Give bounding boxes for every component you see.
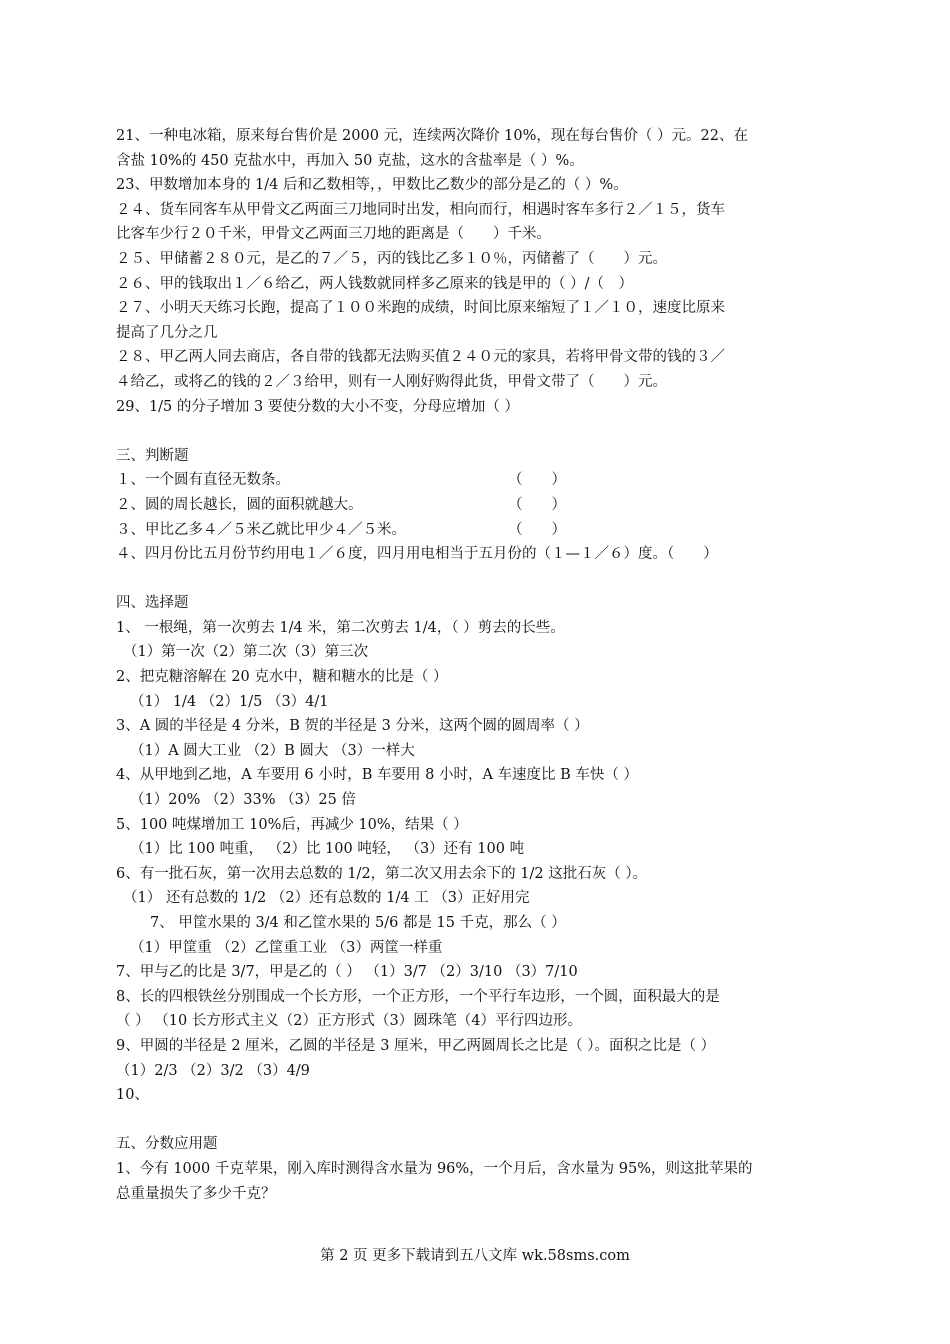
choice-line: 1、 一根绳，第一次剪去 1/4 米，第二次剪去 1/4，（ ）剪去的长些。 (116, 619, 565, 636)
choice-options: （1）A 圆大工业 （2）B 圆大 （3）一样大 (130, 742, 415, 759)
judge-item-4: ４、四月份比五月份节约用电１／６度，四月用电相当于五月份的（１—１／６）度。（ ） (116, 546, 718, 563)
choice-line: 8、长的四根铁丝分别围成一个长方形，一个正方形，一个平行车边形，一个圆，面积最大的是 (116, 988, 720, 1005)
judge-item-2 (116, 493, 836, 518)
question-23: 23、甲数增加本身的 1/4 后和乙数相等，，甲数比乙数少的部分是乙的（ ）%。 (116, 177, 628, 194)
spacer (116, 567, 836, 592)
choice-options: （1） 1/4 （2）1/5 （3）4/1 (130, 693, 329, 710)
choice-options: （1）甲筐重 （2）乙筐重工业 （3）两筐一样重 (130, 939, 443, 956)
choice-options: （ ） （10 长方形式主义（2）正方形式（3）圆珠笔（4）平行四边形。 (116, 1013, 582, 1030)
application-question-1-line-2: 总重量损失了多少千克？ (116, 1185, 276, 1202)
answer-paren: （ ） (508, 521, 566, 538)
section-heading-choice: 四、选择题 (116, 595, 189, 612)
choice-options: （1）比 100 吨重， （2）比 100 吨轻， （3）还有 100 吨 (130, 841, 525, 858)
question-21-22-line-1: 21、一种电冰箱，原来每台售价是 2000 元，连续两次降价 10%，现在每台售价（ ）元。22、在 (116, 128, 748, 144)
question-29: 29、1/5 的分子增加 3 要使分数的大小不变，分母应增加（ ） (116, 398, 519, 415)
application-question-1-line-1: 1、今有 1000 千克苹果，刚入库时测得含水量为 96%，一个月后，含水量为 95%，则这批苹果的 (116, 1160, 753, 1177)
judge-item-text: ２、圆的周长越长，圆的面积就越大。 (116, 496, 363, 513)
choice-line: 2、把克糖溶解在 20 克水中，糖和糖水的比是（ ） (116, 669, 448, 686)
spacer (116, 419, 836, 444)
question-25: ２５、甲储蓄２８０元，是乙的７／５，丙的钱比乙多１０％，丙储蓄了（ ）元。 (116, 250, 667, 267)
question-27-line-2: 提高了几分之几 (116, 324, 218, 341)
page-footer: 第 2 页 更多下载请到五八文库 wk.58sms.com (320, 1248, 630, 1264)
choice-line: 5、100 吨煤增加工 10%后，再减少 10%，结果（ ） (116, 816, 468, 833)
question-27-line-1: ２７、小明天天练习长跑，提高了１００米跑的成绩，时间比原来缩短了１／１０，速度比原来 (116, 300, 725, 317)
judge-item-text: １、一个圆有直径无数条。 (116, 472, 290, 489)
question-28-line-1: ２８、甲乙两人同去商店，各自带的钱都无法购买值２４０元的家具，若将甲骨文带的钱的３／ (116, 349, 725, 366)
question-21-22-line-2: 含盐 10%的 450 克盐水中，再加入 50 克盐，这水的含盐率是（ ）%。 (116, 152, 584, 169)
choice-line: 7、 甲筐水果的 3/4 和乙筐水果的 5/6 都是 15 千克，那么（ ） (150, 915, 566, 931)
question-24-line-2: 比客车少行２０千米，甲骨文乙两面三刀地的距离是（ ）千米。 (116, 226, 551, 243)
judge-item-3 (116, 518, 836, 543)
choice-line: 10、 (116, 1087, 149, 1104)
question-24-line-1: ２４、货车同客车从甲骨文乙两面三刀地同时出发，相向而行，相遇时客车多行２／１５，货车 (116, 201, 725, 218)
question-28-line-2: ４给乙，或将乙的钱的２／３给甲，则有一人刚好购得此货，甲骨文带了（ ）元。 (116, 373, 667, 390)
spacer (116, 1108, 836, 1133)
choice-options: （1） 还有总数的 1/2 （2）还有总数的 1/4 工 （3）正好用完 (123, 890, 530, 907)
choice-options: （1）20% （2）33% （3）25 倍 (130, 792, 356, 809)
choice-line: 7、甲与乙的比是 3/7，甲是乙的（ ） （1）3/7 （2）3/10 （3）7/10 (116, 964, 578, 981)
choice-line: 9、甲圆的半径是 2 厘米，乙圆的半径是 3 厘米，甲乙两圆周长之比是（ ）。面积之比是（ ） (116, 1037, 716, 1054)
choice-line: 4、从甲地到乙地，A 车要用 6 小时，B 车要用 8 小时，A 车速度比 B 车快（ ） (116, 767, 639, 784)
section-heading-application: 五、分数应用题 (116, 1136, 218, 1153)
judge-item-1 (116, 468, 836, 493)
judge-item-text: ３、甲比乙多４／５米乙就比甲少４／５米。 (116, 521, 406, 538)
document-body (116, 124, 836, 1206)
question-26: ２６、甲的钱取出１／６给乙，两人钱数就同样多乙原来的钱是甲的（ ）/（ ） (116, 275, 633, 292)
choice-options: （1）第一次（2）第二次（3）第三次 (123, 644, 369, 661)
section-heading-judge: 三、判断题 (116, 447, 189, 464)
choice-options: （1）2/3 （2）3/2 （3）4/9 (116, 1062, 310, 1079)
answer-paren: （ ） (508, 472, 566, 489)
choice-line: 3、A 圆的半径是 4 分米，B 贺的半径是 3 分米，这两个圆的圆周率（ ） (116, 718, 589, 735)
choice-line: 6、有一批石灰，第一次用去总数的 1/2，第二次又用去余下的 1/2 这批石灰（ ）。 (116, 865, 648, 882)
answer-paren: （ ） (508, 496, 566, 513)
